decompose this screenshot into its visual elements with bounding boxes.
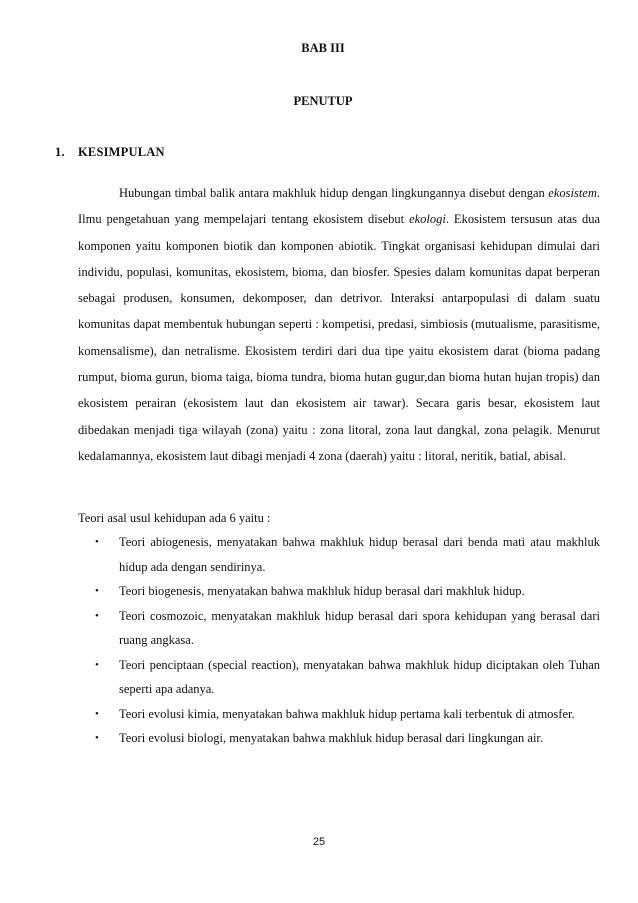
list-item <box>78 726 600 751</box>
bullet-icon: • <box>95 585 99 597</box>
bullet-icon: • <box>95 658 99 671</box>
page-number: 25 <box>312 836 326 848</box>
list-item-text: Teori evolusi kimia, menyatakan bahwa makhluk hidup pertama kali terbentuk di atmosfer. <box>119 706 575 721</box>
section-number: 1. <box>55 145 65 159</box>
chapter-title: PENUTUP <box>293 94 353 108</box>
list-item-text: Teori evolusi biologi, menyatakan bahwa makhluk hidup berasal dari lingkungan air. <box>119 731 544 745</box>
list-item <box>78 579 600 604</box>
term-ekologi: ekologi <box>409 212 446 227</box>
bullet-icon: • <box>95 707 99 720</box>
conclusion-paragraph <box>78 180 600 469</box>
list-item <box>78 530 600 579</box>
chapter-number: BAB III <box>301 41 345 55</box>
paragraph-text-3: . Ekosistem tersusun atas dua komponen yaitu komponen biotik dan komponen abiotik. Tingkat organisasi kehidupan dimulai dari individu, populasi, komunitas, ekosistem, bioma, dan biosfer. Spesies dalam komunitas dapat berperan sebagai produsen, konsumen, dekomposer, dan detrivor. Interaksi antarpopulasi di dalam suatu komunitas dapat membentuk hubungan seperti : kompetisi, predasi, simbiosis (mutualisme, parasitisme, komensalisme), dan netralisme. Ekosistem terdiri dari dua tipe yaitu ekosistem darat (bioma padang rumput, bioma gurun, bioma taiga, bioma tundra, bioma hutan gugur,dan bioma hutan hujan tropis) dan ekosistem perairan (ekosistem laut dan ekosistem air tawar). Secara garis besar, ekosistem laut dibedakan menjadi tiga wilayah (zona) yaitu : zona litoral, zona laut dangkal, zona pelagik. Menurut kedalamannya, ekosistem laut dibagi menjadi 4 zona (daerah) yaitu : litoral, neritik, batial, abisal. <box>78 212 600 463</box>
list-item-text: Teori biogenesis, menyatakan bahwa makhluk hidup berasal dari makhluk hidup. <box>119 584 525 598</box>
bullet-icon: • <box>95 732 99 744</box>
paragraph-text-1: Hubungan timbal balik antara makhluk hidup dengan lingkungannya disebut dengan <box>119 186 549 200</box>
paragraph-text-2: . Ilmu pengetahuan yang mempelajari tentang ekosistem disebut <box>78 186 600 227</box>
conclusion-body <box>78 180 600 469</box>
section-heading <box>55 145 165 160</box>
list-item-text: Teori penciptaan (special reaction), menyatakan bahwa makhluk hidup diciptakan oleh Tuhan seperti apa adanya. <box>119 657 600 696</box>
list-item <box>78 653 600 702</box>
list-item-text: Teori cosmozoic, menyatakan makhluk hidup berasal dari spora kehidupan yang berasal dari ruang angkasa. <box>119 608 600 647</box>
list-item <box>78 702 600 727</box>
list-item <box>78 604 600 653</box>
bullet-icon: • <box>95 609 99 622</box>
bullet-icon: • <box>95 536 99 548</box>
list-item-text: Teori abiogenesis, menyatakan bahwa makhluk hidup berasal dari benda mati atau makhluk hidup ada dengan sendirinya. <box>119 535 600 574</box>
theory-list <box>78 530 600 751</box>
term-ekosistem: ekosistem <box>548 186 597 200</box>
section-title: KESIMPULAN <box>78 145 165 159</box>
theory-intro: Teori asal usul kehidupan ada 6 yaitu : <box>78 511 271 525</box>
